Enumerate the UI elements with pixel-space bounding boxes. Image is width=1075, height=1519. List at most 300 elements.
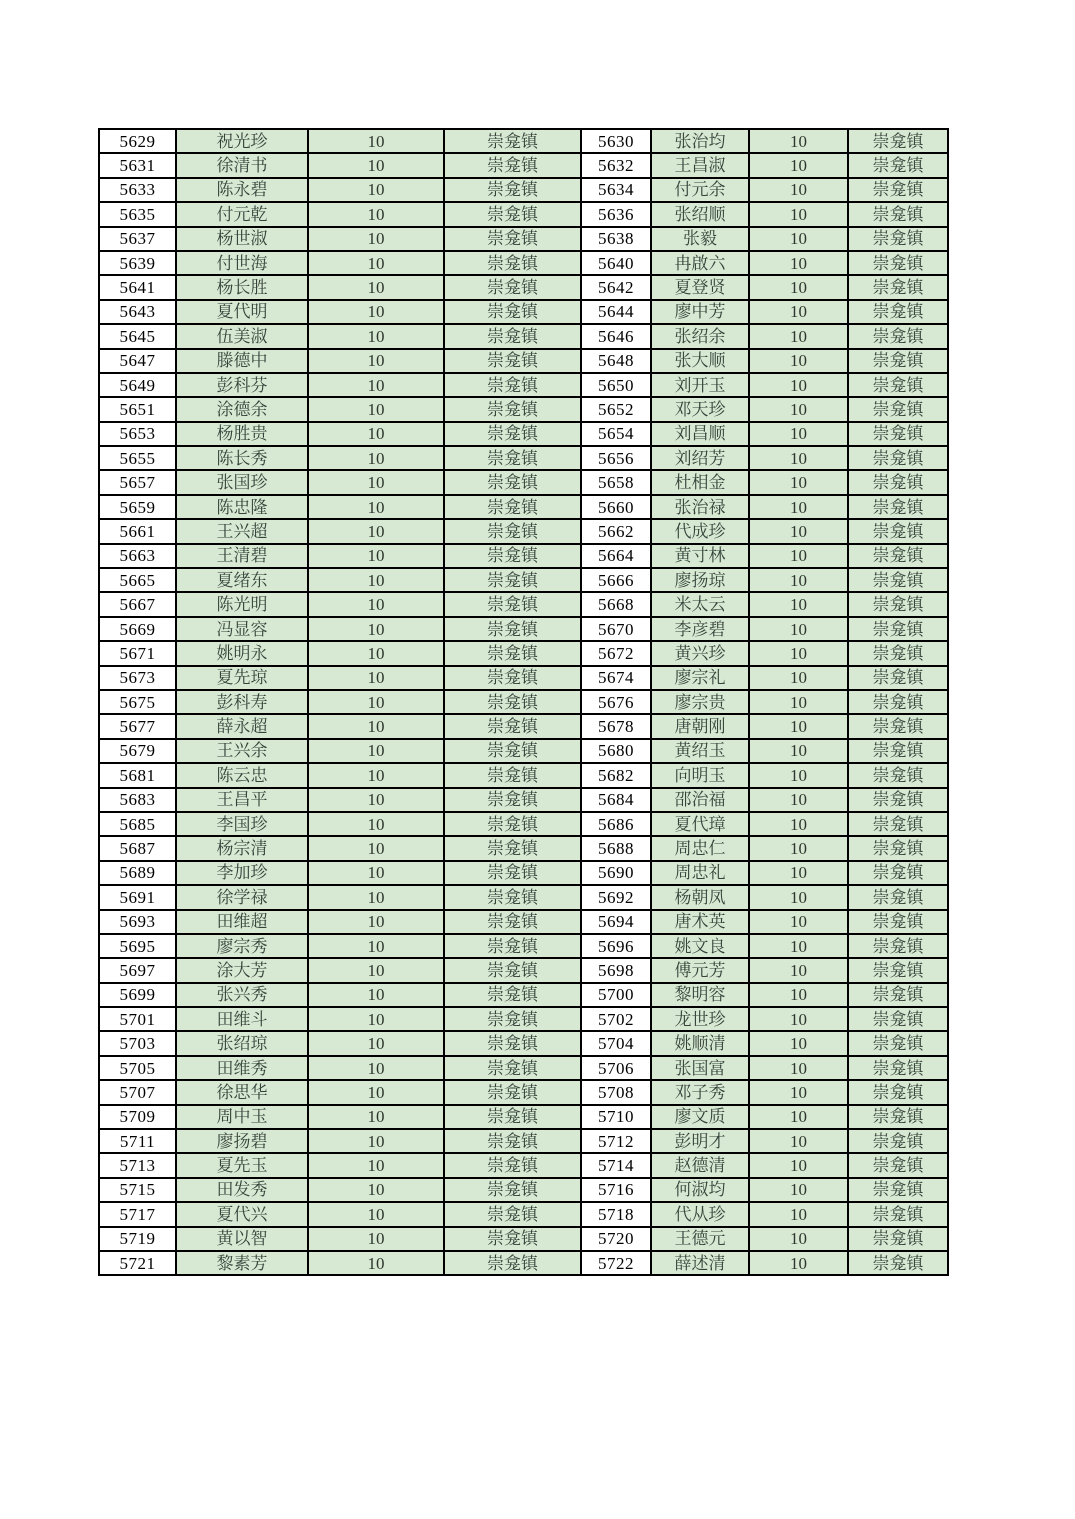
serial-cell: 5630 (581, 129, 651, 153)
amount-cell: 10 (308, 1056, 444, 1080)
serial-cell: 5706 (581, 1056, 651, 1080)
town-cell: 崇龛镇 (444, 178, 581, 202)
name-cell: 廖扬琼 (651, 568, 749, 592)
name-cell: 向明玉 (651, 763, 749, 787)
amount-cell: 10 (749, 1178, 848, 1202)
amount-cell: 10 (749, 251, 848, 275)
serial-cell: 5713 (99, 1153, 176, 1177)
table-row (99, 397, 948, 421)
town-cell: 崇龛镇 (444, 349, 581, 373)
name-cell: 李加珍 (176, 861, 308, 885)
town-cell: 崇龛镇 (848, 1227, 948, 1251)
name-cell: 王兴超 (176, 519, 308, 543)
town-cell: 崇龛镇 (848, 1105, 948, 1129)
amount-cell: 10 (749, 934, 848, 958)
serial-cell: 5662 (581, 519, 651, 543)
town-cell: 崇龛镇 (848, 812, 948, 836)
amount-cell: 10 (749, 958, 848, 982)
amount-cell: 10 (749, 544, 848, 568)
name-cell: 夏代明 (176, 300, 308, 324)
name-cell: 彭明才 (651, 1129, 749, 1153)
amount-cell: 10 (308, 178, 444, 202)
amount-cell: 10 (308, 788, 444, 812)
town-cell: 崇龛镇 (848, 1202, 948, 1226)
town-cell: 崇龛镇 (848, 227, 948, 251)
serial-cell: 5703 (99, 1031, 176, 1055)
name-cell: 涂德余 (176, 397, 308, 421)
town-cell: 崇龛镇 (848, 251, 948, 275)
serial-cell: 5717 (99, 1202, 176, 1226)
serial-cell: 5670 (581, 617, 651, 641)
serial-cell: 5675 (99, 690, 176, 714)
table-row (99, 251, 948, 275)
amount-cell: 10 (749, 275, 848, 299)
town-cell: 崇龛镇 (444, 373, 581, 397)
name-cell: 杨世淑 (176, 227, 308, 251)
name-cell: 黄兴珍 (651, 641, 749, 665)
town-cell: 崇龛镇 (444, 958, 581, 982)
amount-cell: 10 (749, 349, 848, 373)
table-row (99, 495, 948, 519)
name-cell: 刘开玉 (651, 373, 749, 397)
name-cell: 彭科芬 (176, 373, 308, 397)
amount-cell: 10 (749, 861, 848, 885)
serial-cell: 5688 (581, 836, 651, 860)
amount-cell: 10 (749, 446, 848, 470)
town-cell: 崇龛镇 (848, 1080, 948, 1104)
town-cell: 崇龛镇 (848, 446, 948, 470)
serial-cell: 5643 (99, 300, 176, 324)
serial-cell: 5696 (581, 934, 651, 958)
serial-cell: 5639 (99, 251, 176, 275)
amount-cell: 10 (308, 836, 444, 860)
name-cell: 米太云 (651, 592, 749, 616)
amount-cell: 10 (749, 690, 848, 714)
amount-cell: 10 (308, 861, 444, 885)
town-cell: 崇龛镇 (444, 227, 581, 251)
serial-cell: 5646 (581, 324, 651, 348)
name-cell: 姚文良 (651, 934, 749, 958)
town-cell: 崇龛镇 (444, 495, 581, 519)
serial-cell: 5678 (581, 714, 651, 738)
town-cell: 崇龛镇 (444, 568, 581, 592)
town-cell: 崇龛镇 (848, 324, 948, 348)
serial-cell: 5679 (99, 739, 176, 763)
name-cell: 张治禄 (651, 495, 749, 519)
serial-cell: 5667 (99, 592, 176, 616)
amount-cell: 10 (308, 446, 444, 470)
serial-cell: 5649 (99, 373, 176, 397)
amount-cell: 10 (308, 568, 444, 592)
serial-cell: 5707 (99, 1080, 176, 1104)
table-row (99, 446, 948, 470)
name-cell: 王昌平 (176, 788, 308, 812)
amount-cell: 10 (308, 1251, 444, 1275)
amount-cell: 10 (308, 1153, 444, 1177)
serial-cell: 5712 (581, 1129, 651, 1153)
town-cell: 崇龛镇 (444, 592, 581, 616)
serial-cell: 5642 (581, 275, 651, 299)
name-cell: 张绍琼 (176, 1031, 308, 1055)
town-cell: 崇龛镇 (848, 202, 948, 226)
amount-cell: 10 (749, 812, 848, 836)
town-cell: 崇龛镇 (444, 1105, 581, 1129)
amount-cell: 10 (308, 641, 444, 665)
town-cell: 崇龛镇 (848, 690, 948, 714)
serial-cell: 5702 (581, 1007, 651, 1031)
serial-cell: 5661 (99, 519, 176, 543)
serial-cell: 5690 (581, 861, 651, 885)
serial-cell: 5714 (581, 1153, 651, 1177)
amount-cell: 10 (749, 300, 848, 324)
amount-cell: 10 (308, 470, 444, 494)
town-cell: 崇龛镇 (444, 1178, 581, 1202)
amount-cell: 10 (308, 958, 444, 982)
table-row (99, 739, 948, 763)
amount-cell: 10 (308, 1080, 444, 1104)
amount-cell: 10 (308, 1105, 444, 1129)
town-cell: 崇龛镇 (444, 275, 581, 299)
table-row (99, 690, 948, 714)
name-cell: 徐学禄 (176, 885, 308, 909)
serial-cell: 5655 (99, 446, 176, 470)
name-cell: 邓天珍 (651, 397, 749, 421)
amount-cell: 10 (749, 788, 848, 812)
serial-cell: 5668 (581, 592, 651, 616)
town-cell: 崇龛镇 (848, 763, 948, 787)
serial-cell: 5715 (99, 1178, 176, 1202)
serial-cell: 5691 (99, 885, 176, 909)
town-cell: 崇龛镇 (848, 910, 948, 934)
serial-cell: 5686 (581, 812, 651, 836)
amount-cell: 10 (749, 373, 848, 397)
table-row (99, 812, 948, 836)
serial-cell: 5708 (581, 1080, 651, 1104)
amount-cell: 10 (749, 227, 848, 251)
name-cell: 陈忠隆 (176, 495, 308, 519)
town-cell: 崇龛镇 (444, 422, 581, 446)
name-cell: 傅元芳 (651, 958, 749, 982)
name-cell: 陈永碧 (176, 178, 308, 202)
table-row (99, 349, 948, 373)
town-cell: 崇龛镇 (444, 1007, 581, 1031)
table-row (99, 1251, 948, 1275)
serial-cell: 5705 (99, 1056, 176, 1080)
table-row (99, 227, 948, 251)
name-cell: 邓子秀 (651, 1080, 749, 1104)
town-cell: 崇龛镇 (444, 641, 581, 665)
name-cell: 陈长秀 (176, 446, 308, 470)
serial-cell: 5694 (581, 910, 651, 934)
amount-cell: 10 (749, 617, 848, 641)
table-row (99, 788, 948, 812)
town-cell: 崇龛镇 (848, 129, 948, 153)
amount-cell: 10 (749, 178, 848, 202)
town-cell: 崇龛镇 (848, 568, 948, 592)
town-cell: 崇龛镇 (848, 1153, 948, 1177)
table-row (99, 568, 948, 592)
name-cell: 杨朝凤 (651, 885, 749, 909)
serial-cell: 5658 (581, 470, 651, 494)
town-cell: 崇龛镇 (444, 910, 581, 934)
town-cell: 崇龛镇 (444, 129, 581, 153)
table-row (99, 373, 948, 397)
town-cell: 崇龛镇 (848, 788, 948, 812)
table-row (99, 592, 948, 616)
name-cell: 廖中芳 (651, 300, 749, 324)
serial-cell: 5722 (581, 1251, 651, 1275)
serial-cell: 5716 (581, 1178, 651, 1202)
amount-cell: 10 (749, 983, 848, 1007)
town-cell: 崇龛镇 (848, 641, 948, 665)
amount-cell: 10 (749, 324, 848, 348)
amount-cell: 10 (749, 1153, 848, 1177)
serial-cell: 5674 (581, 666, 651, 690)
amount-cell: 10 (749, 1031, 848, 1055)
amount-cell: 10 (308, 1007, 444, 1031)
town-cell: 崇龛镇 (848, 300, 948, 324)
table-row (99, 958, 948, 982)
amount-cell: 10 (749, 1007, 848, 1031)
amount-cell: 10 (308, 1129, 444, 1153)
serial-cell: 5657 (99, 470, 176, 494)
serial-cell: 5676 (581, 690, 651, 714)
table-body (99, 129, 948, 1275)
town-cell: 崇龛镇 (848, 373, 948, 397)
town-cell: 崇龛镇 (848, 592, 948, 616)
table-row (99, 1178, 948, 1202)
table-row (99, 1031, 948, 1055)
town-cell: 崇龛镇 (444, 836, 581, 860)
amount-cell: 10 (308, 373, 444, 397)
table-row (99, 275, 948, 299)
town-cell: 崇龛镇 (444, 153, 581, 177)
town-cell: 崇龛镇 (848, 836, 948, 860)
name-cell: 薛永超 (176, 714, 308, 738)
amount-cell: 10 (749, 519, 848, 543)
town-cell: 崇龛镇 (444, 763, 581, 787)
amount-cell: 10 (749, 129, 848, 153)
town-cell: 崇龛镇 (848, 1031, 948, 1055)
town-cell: 崇龛镇 (444, 1251, 581, 1275)
table-row (99, 129, 948, 153)
amount-cell: 10 (308, 227, 444, 251)
name-cell: 邵治福 (651, 788, 749, 812)
amount-cell: 10 (749, 568, 848, 592)
serial-cell: 5682 (581, 763, 651, 787)
amount-cell: 10 (749, 739, 848, 763)
town-cell: 崇龛镇 (444, 714, 581, 738)
town-cell: 崇龛镇 (848, 934, 948, 958)
town-cell: 崇龛镇 (444, 861, 581, 885)
name-cell: 杜相金 (651, 470, 749, 494)
table-row (99, 861, 948, 885)
town-cell: 崇龛镇 (444, 1129, 581, 1153)
name-cell: 杨胜贵 (176, 422, 308, 446)
serial-cell: 5647 (99, 349, 176, 373)
amount-cell: 10 (308, 812, 444, 836)
table-row (99, 202, 948, 226)
serial-cell: 5698 (581, 958, 651, 982)
name-cell: 夏绪东 (176, 568, 308, 592)
serial-cell: 5685 (99, 812, 176, 836)
serial-cell: 5684 (581, 788, 651, 812)
town-cell: 崇龛镇 (444, 446, 581, 470)
serial-cell: 5659 (99, 495, 176, 519)
serial-cell: 5635 (99, 202, 176, 226)
town-cell: 崇龛镇 (848, 1251, 948, 1275)
serial-cell: 5689 (99, 861, 176, 885)
amount-cell: 10 (749, 1056, 848, 1080)
amount-cell: 10 (308, 544, 444, 568)
town-cell: 崇龛镇 (444, 1227, 581, 1251)
name-cell: 张国珍 (176, 470, 308, 494)
name-cell: 刘昌顺 (651, 422, 749, 446)
table-row (99, 1202, 948, 1226)
name-cell: 张毅 (651, 227, 749, 251)
name-cell: 廖扬碧 (176, 1129, 308, 1153)
name-cell: 周忠仁 (651, 836, 749, 860)
amount-cell: 10 (749, 422, 848, 446)
serial-cell: 5650 (581, 373, 651, 397)
amount-cell: 10 (749, 397, 848, 421)
name-cell: 何淑均 (651, 1178, 749, 1202)
town-cell: 崇龛镇 (848, 861, 948, 885)
name-cell: 廖宗礼 (651, 666, 749, 690)
name-cell: 杨长胜 (176, 275, 308, 299)
serial-cell: 5653 (99, 422, 176, 446)
table-row (99, 836, 948, 860)
table-row (99, 983, 948, 1007)
serial-cell: 5636 (581, 202, 651, 226)
name-cell: 代从珍 (651, 1202, 749, 1226)
serial-cell: 5692 (581, 885, 651, 909)
serial-cell: 5709 (99, 1105, 176, 1129)
town-cell: 崇龛镇 (444, 617, 581, 641)
name-cell: 龙世珍 (651, 1007, 749, 1031)
amount-cell: 10 (749, 1202, 848, 1226)
name-cell: 代成珍 (651, 519, 749, 543)
serial-cell: 5629 (99, 129, 176, 153)
serial-cell: 5645 (99, 324, 176, 348)
name-cell: 廖宗秀 (176, 934, 308, 958)
table-row (99, 1056, 948, 1080)
name-cell: 张国富 (651, 1056, 749, 1080)
amount-cell: 10 (308, 666, 444, 690)
name-cell: 夏先玉 (176, 1153, 308, 1177)
town-cell: 崇龛镇 (848, 153, 948, 177)
name-cell: 张兴秀 (176, 983, 308, 1007)
amount-cell: 10 (749, 666, 848, 690)
name-cell: 付元余 (651, 178, 749, 202)
town-cell: 崇龛镇 (848, 178, 948, 202)
town-cell: 崇龛镇 (444, 788, 581, 812)
town-cell: 崇龛镇 (444, 739, 581, 763)
name-cell: 王兴余 (176, 739, 308, 763)
serial-cell: 5663 (99, 544, 176, 568)
town-cell: 崇龛镇 (848, 958, 948, 982)
table-row (99, 714, 948, 738)
town-cell: 崇龛镇 (848, 1129, 948, 1153)
amount-cell: 10 (308, 422, 444, 446)
table-row (99, 178, 948, 202)
amount-cell: 10 (749, 641, 848, 665)
name-cell: 陈光明 (176, 592, 308, 616)
town-cell: 崇龛镇 (444, 300, 581, 324)
amount-cell: 10 (749, 1251, 848, 1275)
serial-cell: 5664 (581, 544, 651, 568)
town-cell: 崇龛镇 (444, 1202, 581, 1226)
name-cell: 祝光珍 (176, 129, 308, 153)
table-row (99, 910, 948, 934)
name-cell: 李彦碧 (651, 617, 749, 641)
serial-cell: 5632 (581, 153, 651, 177)
name-cell: 黎素芳 (176, 1251, 308, 1275)
town-cell: 崇龛镇 (444, 666, 581, 690)
town-cell: 崇龛镇 (848, 519, 948, 543)
table-row (99, 470, 948, 494)
name-cell: 唐术英 (651, 910, 749, 934)
serial-cell: 5720 (581, 1227, 651, 1251)
serial-cell: 5711 (99, 1129, 176, 1153)
town-cell: 崇龛镇 (444, 983, 581, 1007)
amount-cell: 10 (308, 763, 444, 787)
name-cell: 夏代璋 (651, 812, 749, 836)
table-row (99, 885, 948, 909)
name-cell: 付世海 (176, 251, 308, 275)
serial-cell: 5683 (99, 788, 176, 812)
amount-cell: 10 (308, 519, 444, 543)
serial-cell: 5654 (581, 422, 651, 446)
amount-cell: 10 (308, 910, 444, 934)
town-cell: 崇龛镇 (848, 983, 948, 1007)
amount-cell: 10 (308, 592, 444, 616)
town-cell: 崇龛镇 (444, 519, 581, 543)
amount-cell: 10 (749, 763, 848, 787)
town-cell: 崇龛镇 (848, 885, 948, 909)
serial-cell: 5700 (581, 983, 651, 1007)
name-cell: 姚顺清 (651, 1031, 749, 1055)
name-cell: 张绍顺 (651, 202, 749, 226)
amount-cell: 10 (308, 739, 444, 763)
town-cell: 崇龛镇 (848, 495, 948, 519)
name-cell: 刘绍芳 (651, 446, 749, 470)
town-cell: 崇龛镇 (848, 397, 948, 421)
serial-cell: 5631 (99, 153, 176, 177)
amount-cell: 10 (308, 1178, 444, 1202)
serial-cell: 5699 (99, 983, 176, 1007)
town-cell: 崇龛镇 (444, 885, 581, 909)
name-cell: 伍美淑 (176, 324, 308, 348)
name-cell: 姚明永 (176, 641, 308, 665)
serial-cell: 5697 (99, 958, 176, 982)
amount-cell: 10 (749, 836, 848, 860)
beneficiary-table (98, 128, 949, 1276)
serial-cell: 5704 (581, 1031, 651, 1055)
name-cell: 张大顺 (651, 349, 749, 373)
amount-cell: 10 (308, 690, 444, 714)
name-cell: 涂大芳 (176, 958, 308, 982)
serial-cell: 5652 (581, 397, 651, 421)
town-cell: 崇龛镇 (444, 1153, 581, 1177)
town-cell: 崇龛镇 (848, 739, 948, 763)
town-cell: 崇龛镇 (444, 202, 581, 226)
town-cell: 崇龛镇 (848, 470, 948, 494)
serial-cell: 5644 (581, 300, 651, 324)
serial-cell: 5695 (99, 934, 176, 958)
name-cell: 廖宗贵 (651, 690, 749, 714)
table-row (99, 519, 948, 543)
